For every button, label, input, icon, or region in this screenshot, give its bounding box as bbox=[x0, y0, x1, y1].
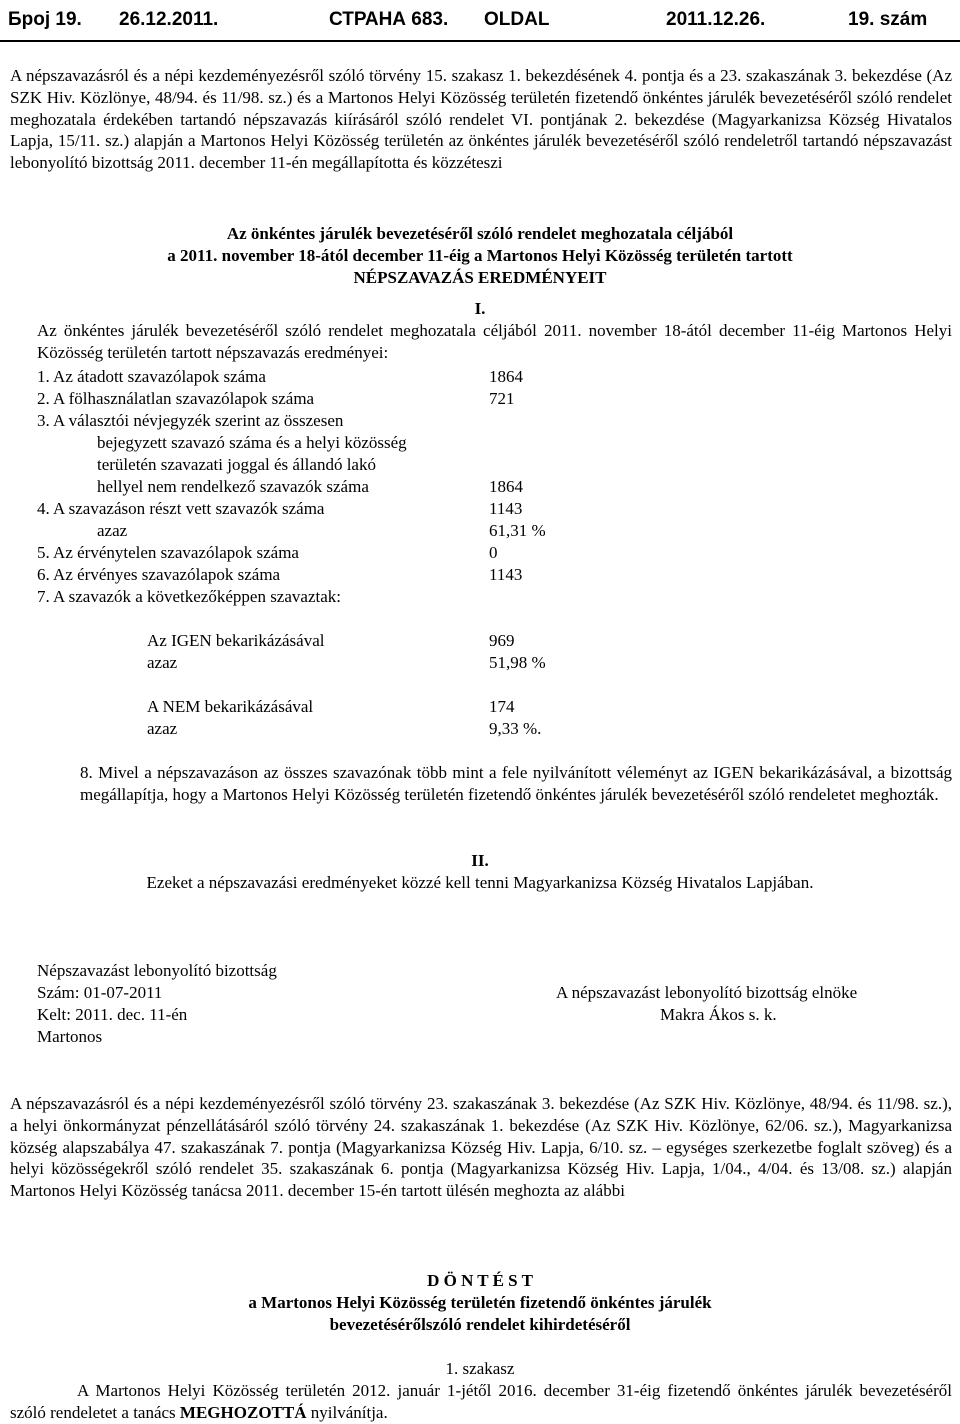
result-4-percent: 61,31 % bbox=[489, 521, 546, 540]
point-8-paragraph: 8. Mivel a népszavazáson az összes szavazónak több mint a fele nyilvánított véleményt az IGEN bekarikázásával, a bizottság megállapítja, hogy a Martonos Helyi Közösség területén fizetendő önkéntes járulék bevezetéséről szóló rendeletet meghozták. bbox=[80, 763, 952, 804]
result-5-label: 5. Az érvénytelen szavazólapok száma bbox=[37, 543, 299, 562]
result-5-value: 0 bbox=[489, 543, 498, 562]
header-date-serbian: 26.12.2011. bbox=[119, 9, 219, 30]
yes-votes-value: 969 bbox=[489, 631, 515, 650]
results-title-line-1: Az önkéntes járulék bevezetéséről szóló rendelet meghozatala céljából bbox=[226, 224, 734, 243]
section-two-text: Ezeket a népszavazási eredményeket közzé kell tenni Magyarkanizsa Község Hivatalos Lapjában. bbox=[146, 873, 814, 892]
results-title-line-3: NÉPSZAVAZÁS EREDMÉNYEIT bbox=[353, 268, 607, 287]
header-date-hungarian: 2011.12.26. bbox=[666, 9, 766, 30]
section-one-numeral: I. bbox=[474, 299, 486, 318]
result-7-label: 7. A szavazók a következőképpen szavaztak: bbox=[37, 587, 341, 606]
article-1-text-end: nyilvánítja. bbox=[310, 1402, 388, 1422]
header-issue-hungarian: 19. szám bbox=[848, 9, 928, 30]
article-1-heading: 1. szakasz bbox=[445, 1359, 515, 1378]
article-1-emphasis: MEGHOZOTTÁ bbox=[179, 1402, 307, 1422]
committee-name: Népszavazást lebonyolító bizottság bbox=[37, 961, 277, 980]
chair-title: A népszavazást lebonyolító bizottság elnöke bbox=[556, 983, 858, 1002]
article-1-text bbox=[10, 1380, 952, 1424]
decision-title-line-2: bevezetésérőlszóló rendelet kihirdetéséről bbox=[329, 1315, 631, 1334]
result-6-label: 6. Az érvényes szavazólapok száma bbox=[37, 565, 281, 584]
yes-votes-percent: 51,98 % bbox=[489, 653, 546, 672]
section-two-numeral: II. bbox=[471, 851, 489, 870]
result-4-value: 1143 bbox=[489, 499, 523, 518]
chair-name: Makra Ákos s. k. bbox=[660, 1005, 777, 1024]
document-place: Martonos bbox=[37, 1027, 103, 1046]
yes-votes-label: Az IGEN bekarikázásával bbox=[147, 631, 325, 650]
page-header bbox=[0, 0, 960, 42]
result-1-label: 1. Az átadott szavazólapok száma bbox=[37, 367, 266, 386]
results-title-line-2: a 2011. november 18-ától december 11-éig a Martonos Helyi Közösség területén tartott bbox=[167, 246, 793, 265]
result-2-label: 2. A fölhasználatlan szavazólapok száma bbox=[37, 389, 315, 408]
no-votes-percent: 9,33 %. bbox=[489, 719, 542, 738]
intro-paragraph: A népszavazásról és a népi kezdeményezésről szóló törvény 15. szakasz 1. bekezdésének 4. pontja és a 23. szakaszának 3. bekezdése (Az SZK Hiv. Közlönye, 48/94. és 11/98. sz.) és a Martonos Helyi Közösség területén fizetendő önkéntes járulék bevezetéséről szóló rendelet meghozatala érdekében tartandó népszavazás kiírásáról szóló rendelet VI. pontjának 2. bekezdése (Magyarkanizsa Község Hivatalos Lapja, 15/11. sz.) alapján a Martonos Helyi Közösség területén az önkéntes járulék bevezetéséről szóló rendeletről tartandó népszavazást lebonyolító bizottság 2011. december 11-én megállapította és közzéteszi bbox=[10, 66, 952, 173]
result-3-value: 1864 bbox=[489, 477, 523, 496]
result-3-line-4: hellyel nem rendelkező szavazók száma bbox=[97, 477, 369, 496]
no-votes-value: 174 bbox=[489, 697, 515, 716]
decision-title-line-1: a Martonos Helyi Közösség területén fizetendő önkéntes járulék bbox=[248, 1293, 712, 1312]
yes-votes-azaz: azaz bbox=[147, 653, 178, 672]
header-page-serbian: СТРАНА 683. bbox=[329, 9, 449, 30]
decision-heading: D Ö N T É S T bbox=[427, 1271, 533, 1290]
decision-preamble: A népszavazásról és a népi kezdeményezésről szóló törvény 23. szakaszának 3. bekezdése (Az SZK Hiv. Közlönye, 48/94. és 11/98. sz.), a helyi önkormányzat pénzellátásáról szóló törvény 24. szakaszának 1. bekezdése (Az SZK Hiv. Közlönye, 62/06. sz.), Magyarkanizsa község alapszabálya 47. szakaszának 7. pontja (Magyarkanizsa Község Hiv. Lapja, 6/10. sz. – egységes szerkezetbe foglalt szöveg) és a helyi közösségekről szóló rendelet 35. szakaszának 6. pontja (Magyarkanizsa Község Hiv. Lapja, 1/04., 4/04. és 13/08. sz.) alapján Martonos Helyi Közösség tanácsa 2011. december 15-én tartott ülésén meghozta az alábbi bbox=[10, 1094, 952, 1201]
result-3-line-2: bejegyzett szavazó száma és a helyi közösség bbox=[97, 433, 407, 452]
result-6-value: 1143 bbox=[489, 565, 523, 584]
header-divider bbox=[0, 40, 960, 42]
result-1-value: 1864 bbox=[489, 367, 523, 386]
result-3-line-3: területén szavazati joggal és állandó lakó bbox=[97, 455, 376, 474]
result-2-value: 721 bbox=[489, 389, 515, 408]
article-1-text-start: A Martonos Helyi Közösség területén 2012. január 1-jétől 2016. december 31-éig fizetendő önkéntes járulék bevezetéséről szóló rendeletet a tanács bbox=[10, 1381, 952, 1422]
header-page-hungarian: OLDAL bbox=[484, 9, 550, 30]
no-votes-azaz: azaz bbox=[147, 719, 178, 738]
section-one-lead: Az önkéntes járulék bevezetéséről szóló rendelet meghozatala céljából 2011. november 18-ától december 11-éig Martonos Helyi Közösség területén tartott népszavazás eredményei: bbox=[37, 321, 952, 362]
document-number: Szám: 01-07-2011 bbox=[37, 983, 163, 1002]
header-issue-serbian: Број 19. bbox=[8, 9, 82, 30]
result-3-line-1: 3. A választói névjegyzék szerint az összesen bbox=[37, 411, 344, 430]
document-date: Kelt: 2011. dec. 11-én bbox=[37, 1005, 188, 1024]
result-4-azaz: azaz bbox=[97, 521, 128, 540]
result-4-label: 4. A szavazáson részt vett szavazók száma bbox=[37, 499, 325, 518]
no-votes-label: A NEM bekarikázásával bbox=[147, 697, 314, 716]
